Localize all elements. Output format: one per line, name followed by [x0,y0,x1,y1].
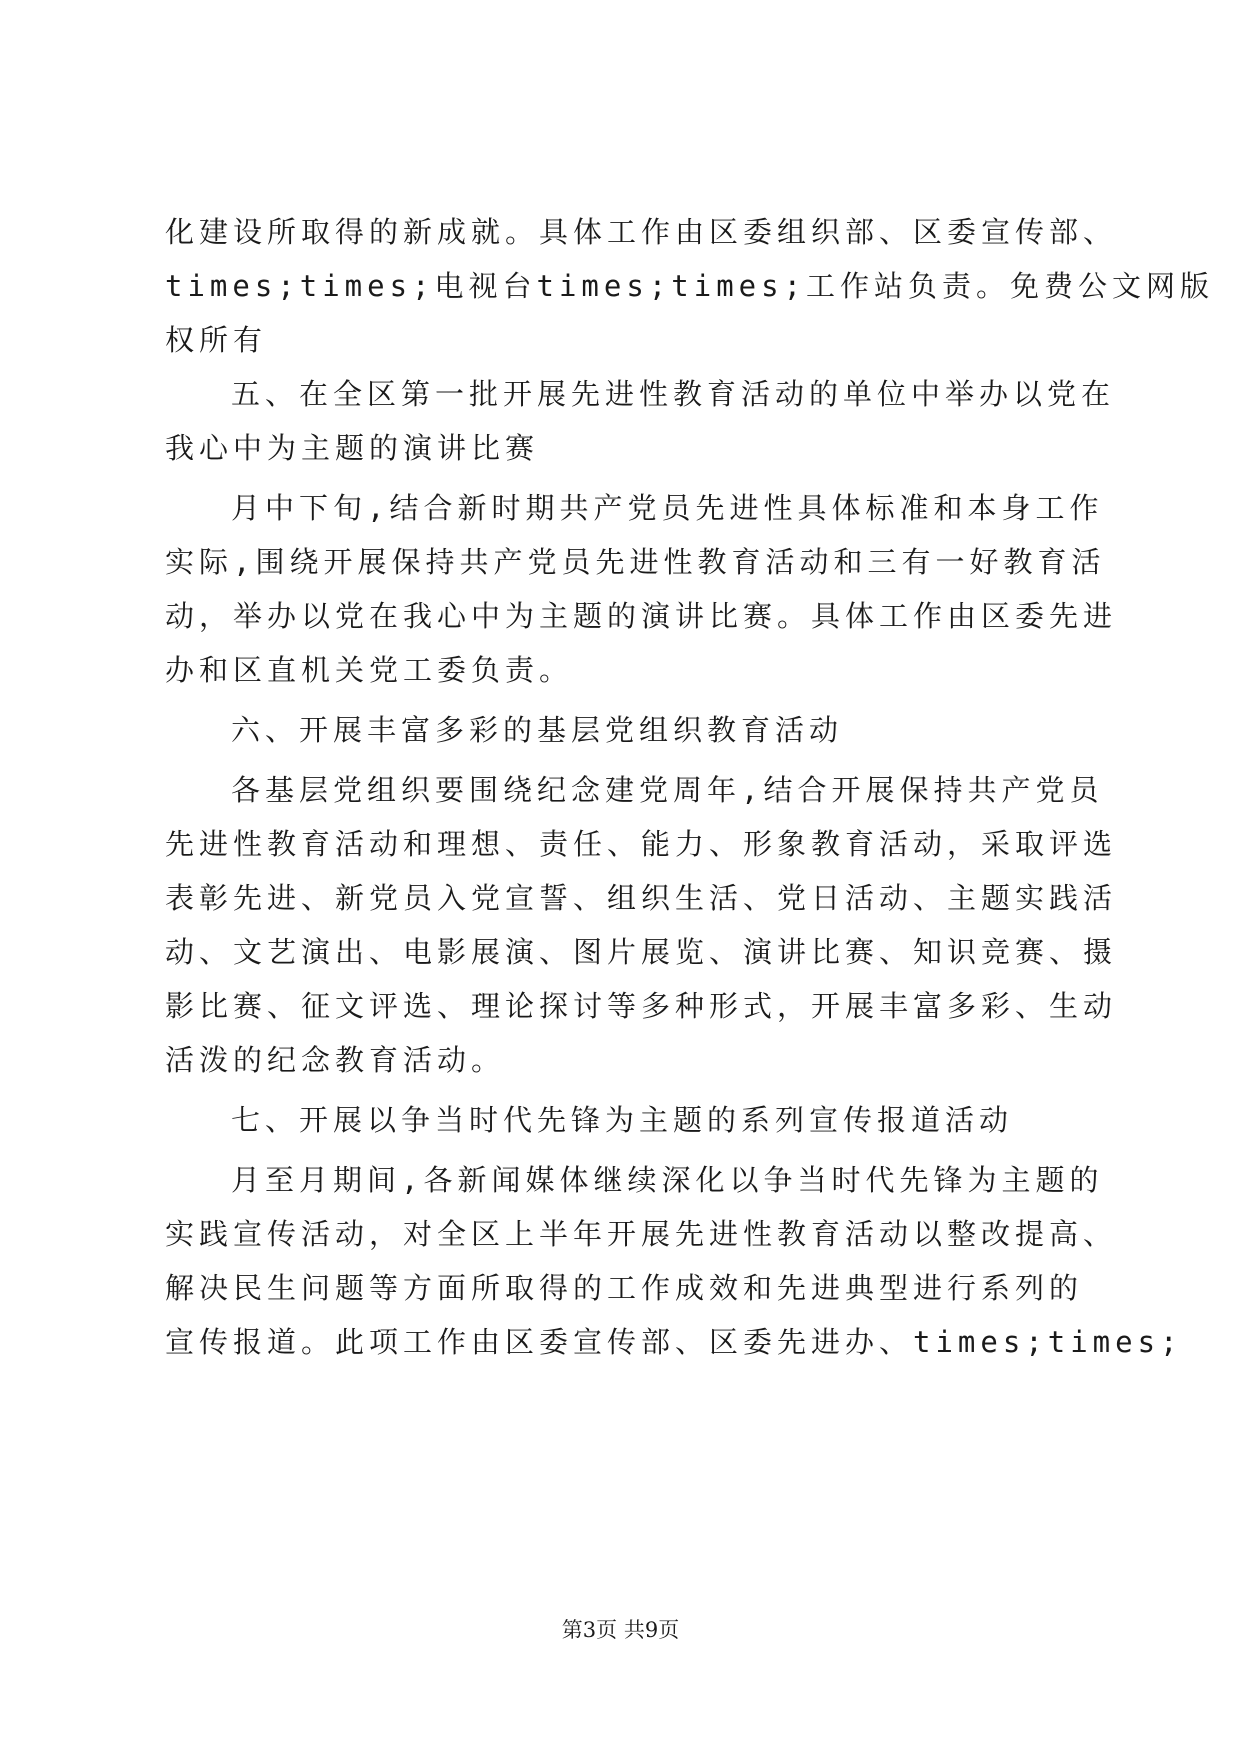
body-line: 办和区直机关党工委负责。 [165,653,574,687]
body-line: 活泼的纪念教育活动。 [165,1043,506,1077]
body-line: 实际,围绕开展保持共产党员先进性教育活动和三有一好教育活 [165,545,1106,579]
section-heading-5-cont: 我心中为主题的演讲比赛 [165,431,540,465]
page-number-footer: 第3页 共9页 [561,1618,680,1642]
body-line: 化建设所取得的新成就。具体工作由区委组织部、区委宣传部、 [165,215,1118,249]
body-line: 解决民生问题等方面所取得的工作成效和先进典型进行系列的 [165,1271,1084,1305]
body-line: 动、文艺演出、电影展演、图片展览、演讲比赛、知识竞赛、摄 [165,935,1118,969]
section-heading-7: 七、开展以争当时代先锋为主题的系列宣传报道活动 [231,1103,1014,1137]
body-line: 月中下旬,结合新时期共产党员先进性具体标准和本身工作 [231,491,1104,525]
section-heading-6: 六、开展丰富多彩的基层党组织教育活动 [231,713,844,747]
body-line: 实践宣传活动，对全区上半年开展先进性教育活动以整改提高、 [165,1217,1118,1251]
body-line: 动，举办以党在我心中为主题的演讲比赛。具体工作由区委先进 [165,599,1118,633]
body-line: 宣传报道。此项工作由区委宣传部、区委先进办、times;times; [165,1325,1183,1359]
section-heading-5: 五、在全区第一批开展先进性教育活动的单位中举办以党在 [231,377,1116,411]
body-line: 权所有 [165,323,268,357]
body-line: times;times;电视台times;times;工作站负责。免费公文网版 [165,269,1215,303]
body-line: 各基层党组织要围绕纪念建党周年,结合开展保持共产党员 [231,773,1104,807]
body-line: 影比赛、征文评选、理论探讨等多种形式，开展丰富多彩、生动 [165,989,1118,1023]
body-line: 先进性教育活动和理想、责任、能力、形象教育活动，采取评选 [165,827,1118,861]
body-line: 表彰先进、新党员入党宣誓、组织生活、党日活动、主题实践活 [165,881,1118,915]
body-line: 月至月期间,各新闻媒体继续深化以争当时代先锋为主题的 [231,1163,1104,1197]
